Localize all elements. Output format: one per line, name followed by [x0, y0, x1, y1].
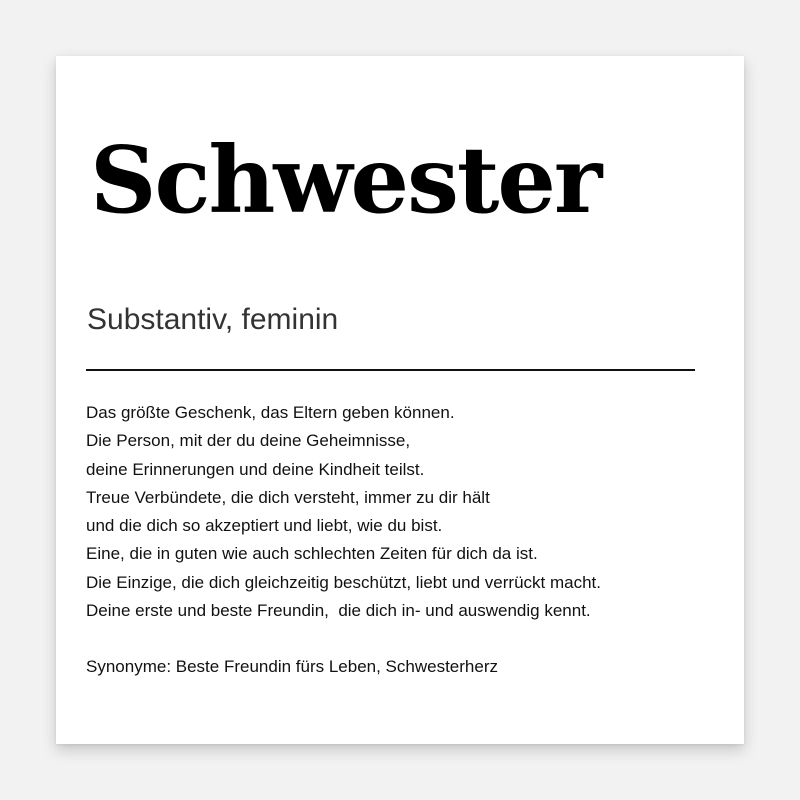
definition-line: deine Erinnerungen und deine Kindheit teilst.	[86, 459, 425, 479]
definition-line: Die Person, mit der du deine Geheimnisse,	[86, 431, 411, 451]
definition-line: Deine erste und beste Freundin, die dich in- und auswendig kennt.	[86, 601, 591, 621]
definition-text	[86, 399, 601, 625]
poster-title: Schwester	[90, 126, 601, 234]
definition-poster	[56, 56, 744, 744]
definition-line: Das größte Geschenk, das Eltern geben können.	[86, 403, 455, 422]
word-class-subtitle: Substantiv, feminin	[87, 303, 339, 336]
definition-line: Die Einzige, die dich gleichzeitig beschützt, liebt und verrückt macht.	[86, 572, 601, 592]
definition-line: Eine, die in guten wie auch schlechten Zeiten für dich da ist.	[86, 544, 538, 564]
definition-line: Treue Verbündete, die dich versteht, immer zu dir hält	[86, 487, 490, 507]
divider-line	[86, 369, 695, 371]
definition-line: und die dich so akzeptiert und liebt, wie du bist.	[86, 516, 443, 536]
synonyms-text: Synonyme: Beste Freundin fürs Leben, Schwesterherz	[86, 657, 498, 676]
